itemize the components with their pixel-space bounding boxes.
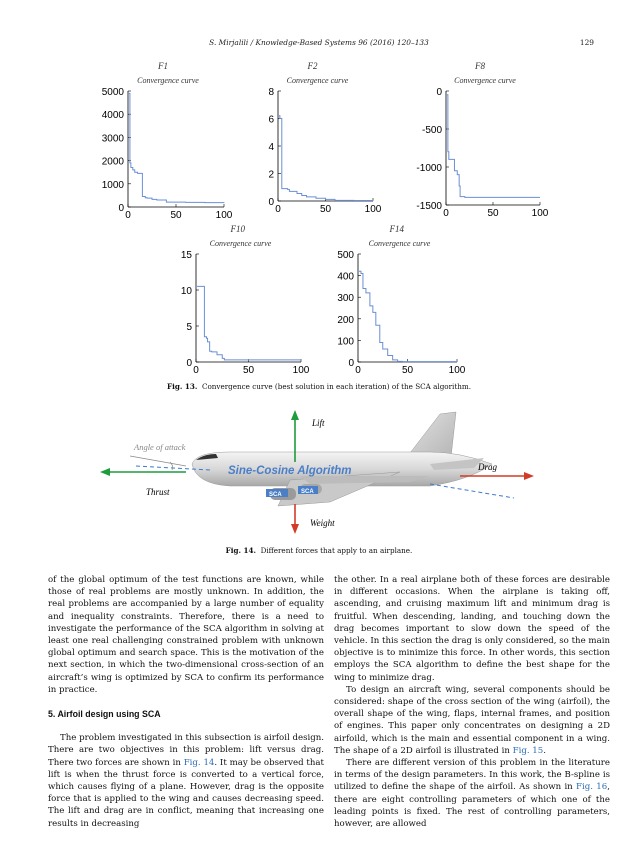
chart-title: F10 bbox=[230, 224, 245, 234]
angle-of-attack-label: Angle of attack bbox=[134, 442, 186, 452]
weight-label: Weight bbox=[310, 518, 335, 528]
right-column bbox=[334, 574, 610, 830]
x-tick-label: 50 bbox=[242, 365, 255, 375]
convergence-line bbox=[279, 116, 373, 201]
convergence-line bbox=[197, 286, 301, 359]
x-tick-label: 100 bbox=[215, 210, 233, 221]
y-tick-label: 0 bbox=[436, 87, 442, 98]
figure-link[interactable]: Fig. 14 bbox=[183, 757, 215, 768]
x-tick-label: 0 bbox=[275, 204, 281, 215]
y-tick-label: 8 bbox=[268, 87, 274, 98]
y-tick-label: 500 bbox=[337, 250, 354, 261]
y-tick-label: 100 bbox=[337, 336, 354, 348]
x-tick-label: 0 bbox=[443, 208, 449, 219]
svg-text:SCA: SCA bbox=[269, 492, 282, 498]
page-number: 129 bbox=[579, 38, 594, 47]
y-tick-label: 2 bbox=[268, 169, 274, 181]
x-tick-label: 0 bbox=[355, 365, 361, 375]
convergence-line bbox=[129, 93, 224, 203]
chart-title: F8 bbox=[475, 61, 485, 71]
drag-arrow-icon bbox=[524, 472, 534, 480]
chart-subtitle: Convergence curve bbox=[209, 239, 272, 248]
chart-subtitle: Convergence curve bbox=[368, 239, 431, 248]
chart-subtitle: Convergence curve bbox=[137, 76, 199, 85]
left-column bbox=[48, 574, 324, 830]
y-tick-label: 300 bbox=[337, 293, 354, 305]
y-tick-label: 0 bbox=[118, 203, 124, 214]
weight-arrow-icon bbox=[291, 524, 299, 534]
y-tick-label: 0 bbox=[186, 358, 192, 369]
y-tick-label: 4 bbox=[268, 142, 274, 153]
running-header: S. Mirjalili / Knowledge-Based Systems 96 (2016) 120–133 bbox=[209, 38, 429, 47]
paragraph: the other. In a real airplane both of these forces are desirable in different occasions. When the airplane is taking off, ascending, and cruising maximum lift and minimum drag is fruitful. When descending, landing, and touching down the drag becomes important to slow down the speed of the vehicle. In this section the drag is only considered, so the main objective is to minimize this force. In other words, this section employs the SCA algorithm to define the best shape for the wing to minimize drag. bbox=[334, 575, 610, 683]
lift-arrow-icon bbox=[291, 410, 299, 420]
convergence-line bbox=[447, 95, 540, 198]
drag-label: Drag bbox=[478, 462, 498, 472]
paragraph: There are different version of this problem in the literature in terms of the design parameters. In this work, the B-spline is utilized to define the shape of the airfoil. As shown in Fig. 16, there are eight controlling parameters of which one of the leading points is fixed. The rest of controlling parameters, however, are allowed bbox=[334, 758, 610, 830]
x-tick-label: 50 bbox=[170, 210, 182, 221]
y-tick-label: 200 bbox=[337, 314, 354, 326]
x-tick-label: 0 bbox=[193, 365, 199, 375]
x-tick-label: 50 bbox=[487, 208, 499, 219]
x-tick-label: 100 bbox=[364, 204, 382, 215]
thrust-label: Thrust bbox=[146, 487, 170, 497]
x-tick-label: 0 bbox=[125, 210, 131, 221]
y-tick-label: 1000 bbox=[101, 179, 124, 191]
svg-text:SCA: SCA bbox=[301, 489, 314, 495]
chart-title: F2 bbox=[307, 61, 318, 71]
y-tick-label: 400 bbox=[337, 271, 354, 283]
chart-title: F1 bbox=[158, 61, 168, 71]
thrust-arrow-icon bbox=[100, 468, 110, 476]
y-tick-label: 0 bbox=[348, 358, 354, 369]
y-tick-label: 2000 bbox=[101, 156, 124, 168]
x-tick-label: 100 bbox=[531, 208, 549, 219]
y-tick-label: -1000 bbox=[416, 163, 442, 174]
figure-13-caption: Fig. 13. Convergence curve (best solution in each iteration) of the SCA algorithm. bbox=[167, 382, 471, 391]
figure-14-caption: Fig. 14. Different forces that apply to an airplane. bbox=[225, 546, 413, 555]
section-heading: 5. Airfoil design using SCA bbox=[48, 709, 161, 720]
figure-13-charts bbox=[0, 55, 638, 375]
y-tick-label: 5000 bbox=[101, 87, 124, 98]
y-tick-label: 0 bbox=[268, 197, 274, 208]
figure-link[interactable]: Fig. 15 bbox=[512, 745, 544, 756]
x-tick-label: 50 bbox=[401, 365, 414, 375]
lift-label: Lift bbox=[312, 418, 325, 428]
x-tick-label: 50 bbox=[319, 204, 332, 215]
chart-subtitle: Convergence curve bbox=[454, 76, 516, 85]
x-tick-label: 100 bbox=[448, 365, 466, 375]
paragraph: The problem investigated in this subsection is airfoil design. There are two objectives in this problem: lift versus drag. There two forces are shown in Fig. 14. It may be observed that lift is when the thrust force is converted to a vertical force, which causes flying of a plane. However, drag is the opposite force that is applied to the wing and causes decreasing speed. The lift and drag are in conflict, meaning that increasing one results in decreasing bbox=[48, 733, 324, 829]
y-tick-label: 6 bbox=[268, 114, 274, 126]
y-tick-label: 5 bbox=[186, 322, 192, 333]
paragraph: To design an aircraft wing, several components should be considered: shape of the cross section of the wing (airfoil), the overall shape of the wing, flaps, internal frames, and position of engines. This paper only concentrates on designing a 2D airfoild, which is the main and essential component in a wing. The shape of a 2D airfoil is illustrated in Fig. 15. bbox=[334, 684, 610, 756]
convergence-line bbox=[359, 271, 457, 361]
y-tick-label: 15 bbox=[180, 250, 192, 261]
figure-14-airplane bbox=[100, 406, 540, 538]
y-tick-label: -1500 bbox=[416, 201, 442, 212]
livery-text: Sine-Cosine Algorithm bbox=[228, 465, 352, 477]
x-tick-label: 100 bbox=[292, 365, 310, 375]
y-tick-label: 4000 bbox=[101, 110, 124, 122]
paragraph: of the global optimum of the test functions are known, while those of real problems are mostly unknown. In addition, the real problems are accompanied by a large number of equality and inequality constraints. Therefore, there is a need to investigate the performance of the SCA algorithm in solving at least one real challenging constrained problem with unknown global optimum and search space. This is the motivation of the next section, in which the two-dimensional cross-section of an aircraft’s wing is optimized by SCA to confirm its performance in practice. bbox=[48, 575, 324, 695]
y-tick-label: 10 bbox=[180, 286, 192, 297]
y-tick-label: -500 bbox=[421, 125, 442, 136]
chart-title: F14 bbox=[389, 224, 404, 234]
figure-link[interactable]: Fig. 16 bbox=[576, 782, 608, 793]
y-tick-label: 3000 bbox=[101, 133, 124, 145]
chart-subtitle: Convergence curve bbox=[286, 76, 349, 85]
